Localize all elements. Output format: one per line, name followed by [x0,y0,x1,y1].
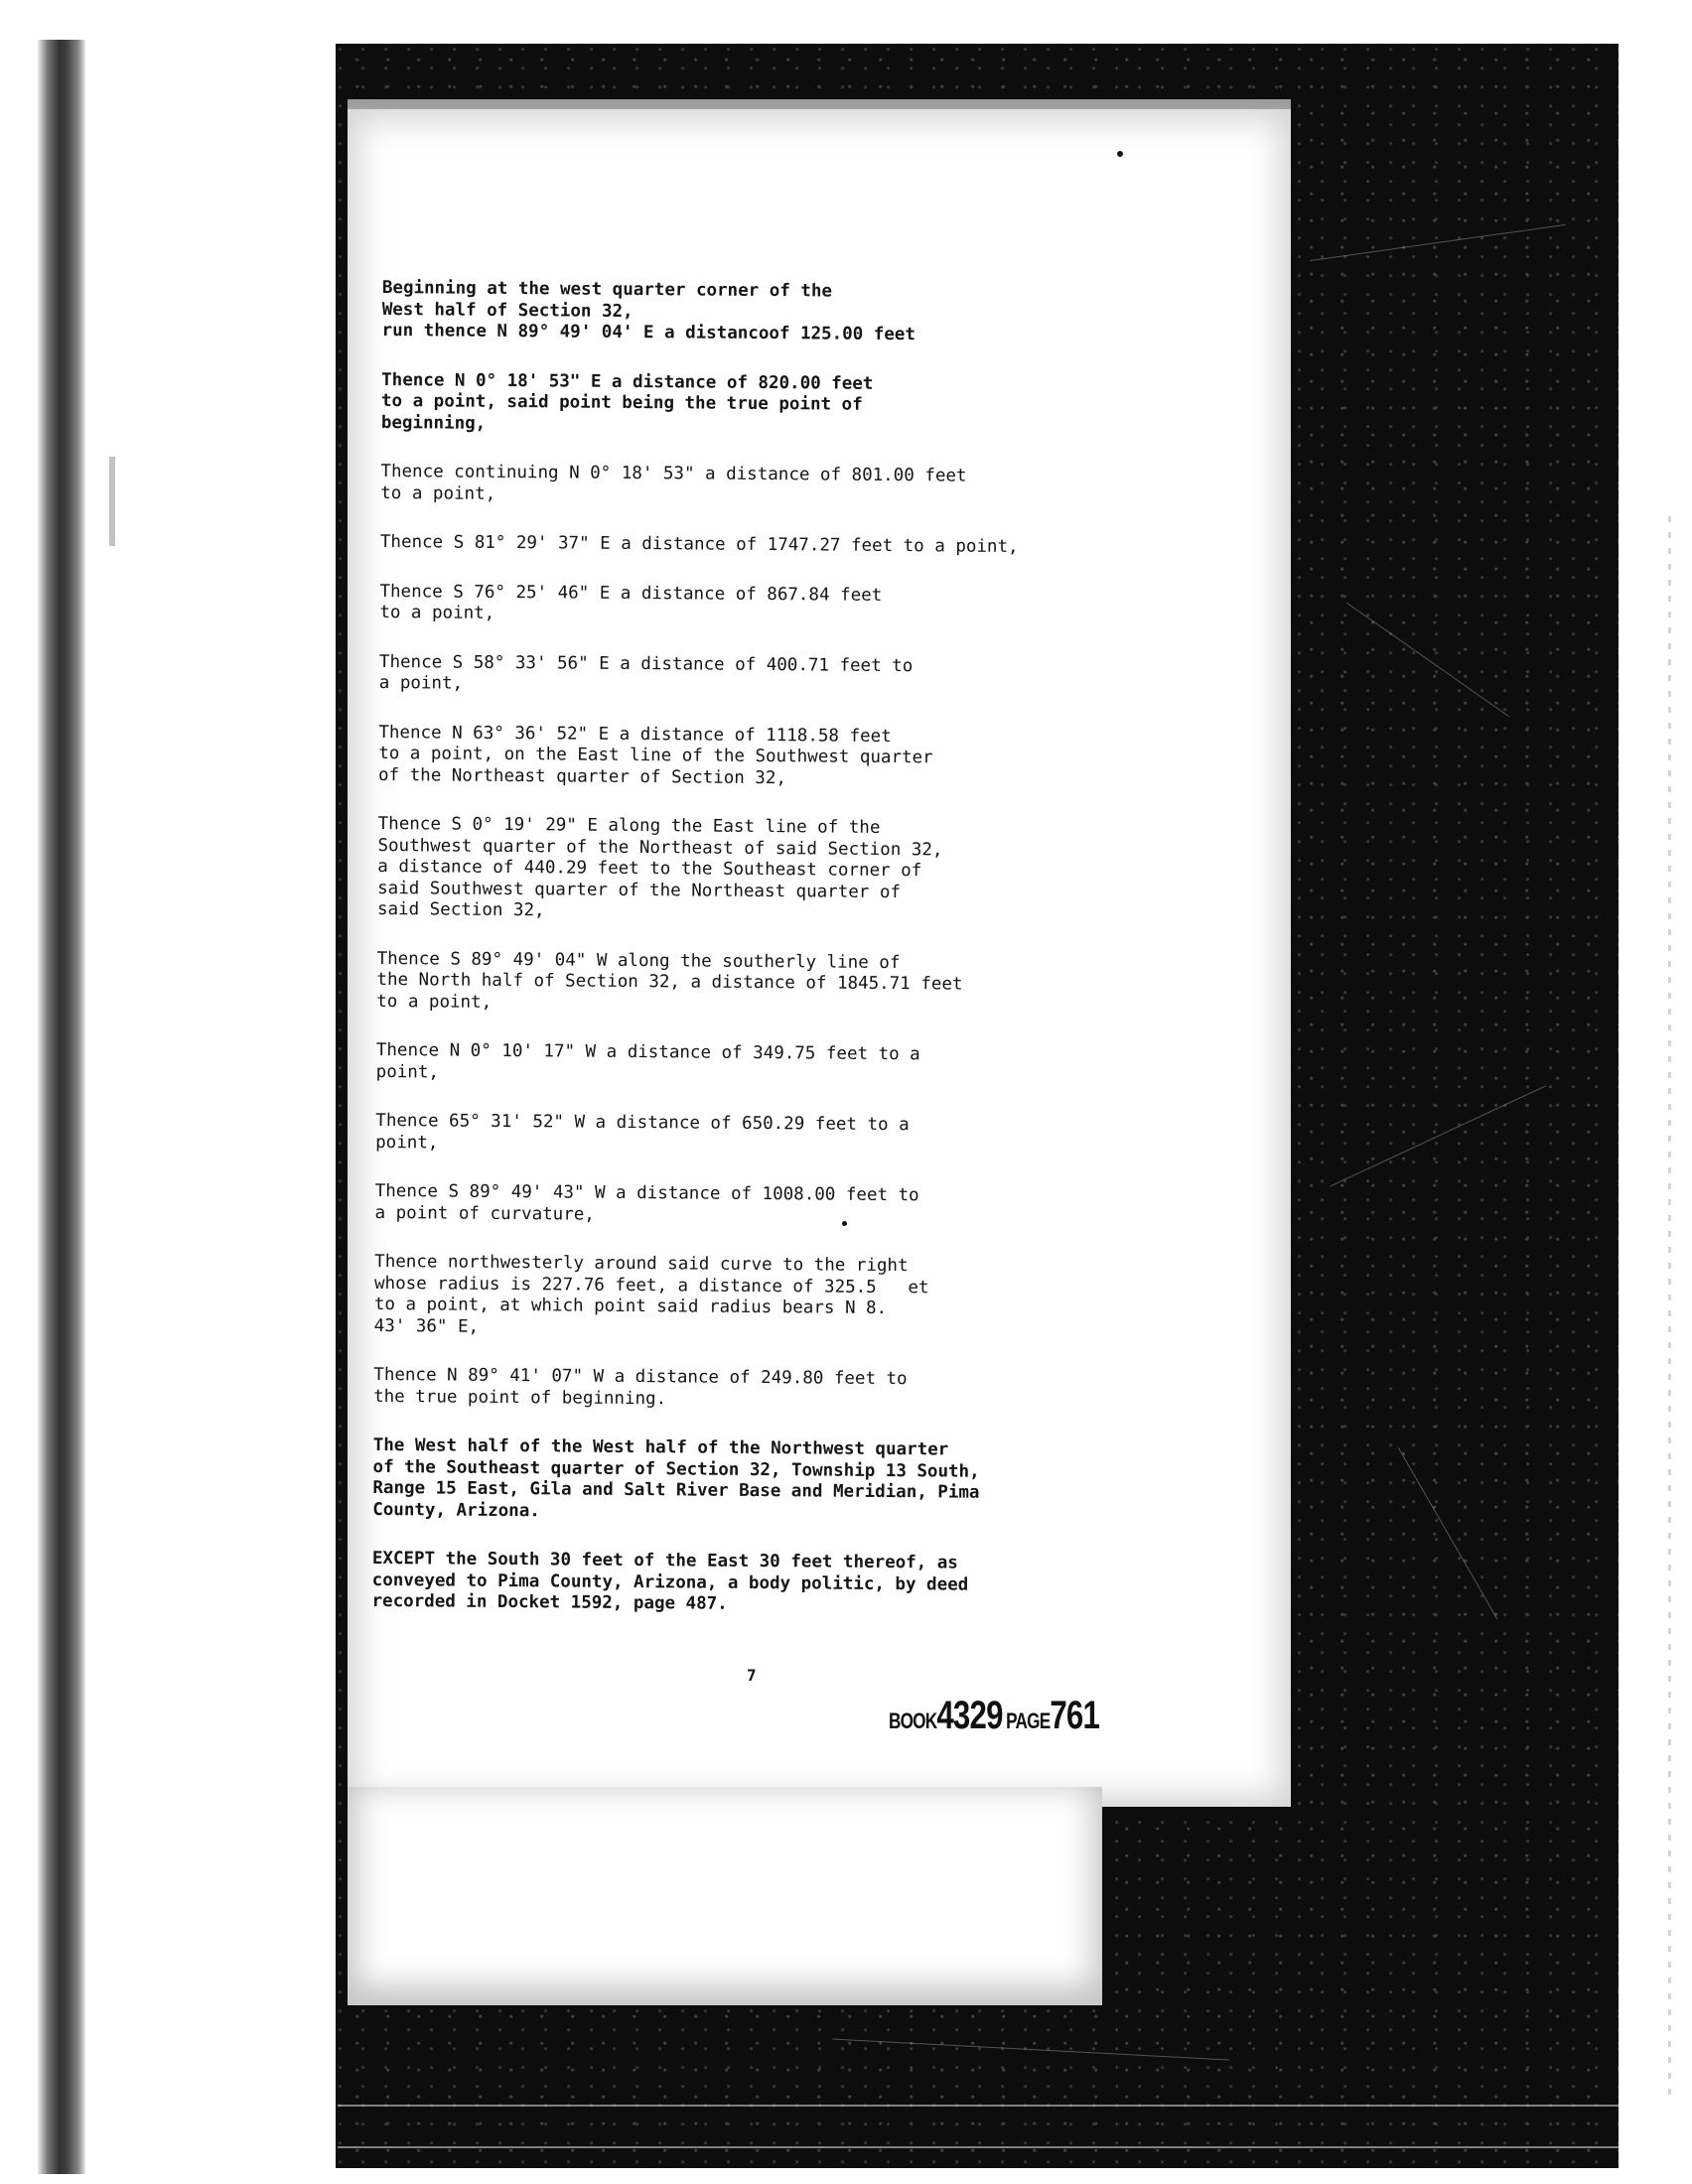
legal-paragraph [380,532,1175,560]
book-page-stamp [889,1694,1099,1738]
legal-line: Thence N 63° 36' 52" E a distance of 1118.58 feet [378,722,892,747]
scan-dot [1117,151,1123,157]
scan-speck [109,457,115,546]
legal-paragraph [373,1365,1168,1414]
legal-line: Thence S 81° 29' 37" E a distance of 1747.27 feet to a point, [379,531,1019,558]
legal-line: Thence S 76° 25' 46" E a distance of 867.84 feet [379,581,883,606]
legal-line: County, Arizona. [372,1499,540,1521]
legal-line: to a point, at which point said radius bears N 8. [373,1294,888,1319]
legal-line: conveyed to Pima County, Arizona, a body politic, by deed [371,1570,969,1595]
legal-line: the true point of beginning. [373,1386,667,1409]
legal-line: Southwest quarter of the Northeast of said Section 32, [377,835,943,860]
legal-line: Thence S 89° 49' 43" W a distance of 1008.00 feet to [374,1180,919,1206]
legal-paragraph [375,1111,1170,1160]
legal-line: point, [375,1132,439,1153]
legal-line: Thence 65° 31' 52" W a distance of 650.29 feet to a [375,1110,910,1136]
legal-line: said Southwest quarter of the Northeast quarter of [377,878,902,902]
legal-line: Thence continuing N 0° 18' 53" a distance of 801.00 feet [380,461,967,486]
legal-line: to a point, said point being the true point of [380,390,863,415]
scan-edge-marks [1668,516,1671,2105]
legal-paragraph [376,1040,1171,1089]
legal-paragraph [381,278,1176,348]
legal-line: to a point, [376,991,493,1013]
page-number: 7 [747,1666,757,1685]
legal-line: Thence S 0° 19' 29" E along the East line of the [377,813,881,838]
legal-paragraph [374,1252,1170,1343]
scan-bottom-lines [338,2105,1619,2148]
legal-paragraph [371,1549,1166,1619]
legal-line: recorded in Docket 1592, page 487. [371,1590,728,1614]
legal-paragraph [379,581,1174,629]
legal-line: a point, [378,672,464,694]
legal-paragraph [376,948,1171,1019]
legal-line: Thence N 0° 18' 53" E a distance of 820.00 feet [381,369,874,394]
legal-line: a distance of 440.29 feet to the Southeast corner of [377,856,922,882]
binding-strip [38,40,85,2174]
book-number: 4329 [936,1694,1003,1737]
legal-line: of the Southeast quarter of Section 32, Township 13 South, [372,1456,980,1482]
legal-line: The West half of the West half of the Northwest quarter [372,1434,949,1460]
legal-line: said Section 32, [376,898,545,921]
legal-paragraph [379,651,1174,700]
legal-paragraph [372,1435,1168,1527]
legal-line: point, [375,1061,440,1082]
legal-paragraph [378,722,1173,792]
legal-paragraph [380,462,1175,510]
legal-line: Thence S 89° 49' 04" W along the southerly line of [376,948,901,973]
legal-line: West half of Section 32, [381,299,634,322]
page-label: PAGE [1006,1708,1051,1733]
legal-description [371,278,1177,1647]
legal-line: Thence northwesterly around said curve to the right [374,1251,909,1277]
legal-line: of the Northeast quarter of Section 32, [377,764,787,788]
legal-line: Thence N 0° 10' 17" W a distance of 349.75 feet to a [375,1039,920,1065]
legal-line: run thence N 89° 49' 04' E a distancoof 125.00 feet [381,320,916,345]
legal-paragraph [377,814,1173,927]
legal-line: to a point, [380,482,496,504]
legal-line: 43' 36" E, [373,1315,480,1337]
scan-dot [842,1221,847,1226]
legal-line: whose radius is 227.76 feet, a distance of 325.5 et [373,1273,929,1297]
legal-paragraph [381,369,1176,440]
legal-line: beginning, [380,412,487,434]
legal-line: EXCEPT the South 30 feet of the East 30 feet thereof, as [371,1548,958,1573]
legal-line: Thence S 58° 33' 56" E a distance of 400.71 feet to [378,651,914,676]
legal-line: Range 15 East, Gila and Salt River Base and Meridian, Pima [372,1477,980,1503]
legal-line: Thence N 89° 41' 07" W a distance of 249.80 feet to [373,1364,908,1390]
legal-line: to a point, [379,602,495,623]
legal-line: Beginning at the west quarter corner of the [381,278,833,302]
legal-line: to a point, on the East line of the Southwest quarter [378,743,933,768]
legal-paragraph [375,1181,1170,1230]
legal-line: a point of curvature, [374,1202,595,1225]
legal-line: the North half of Section 32, a distance of 1845.71 feet [376,969,963,995]
document-page-lower-edge [348,1787,1102,2005]
stamp-page-number: 761 [1050,1694,1100,1737]
book-label: BOOK [889,1708,937,1733]
